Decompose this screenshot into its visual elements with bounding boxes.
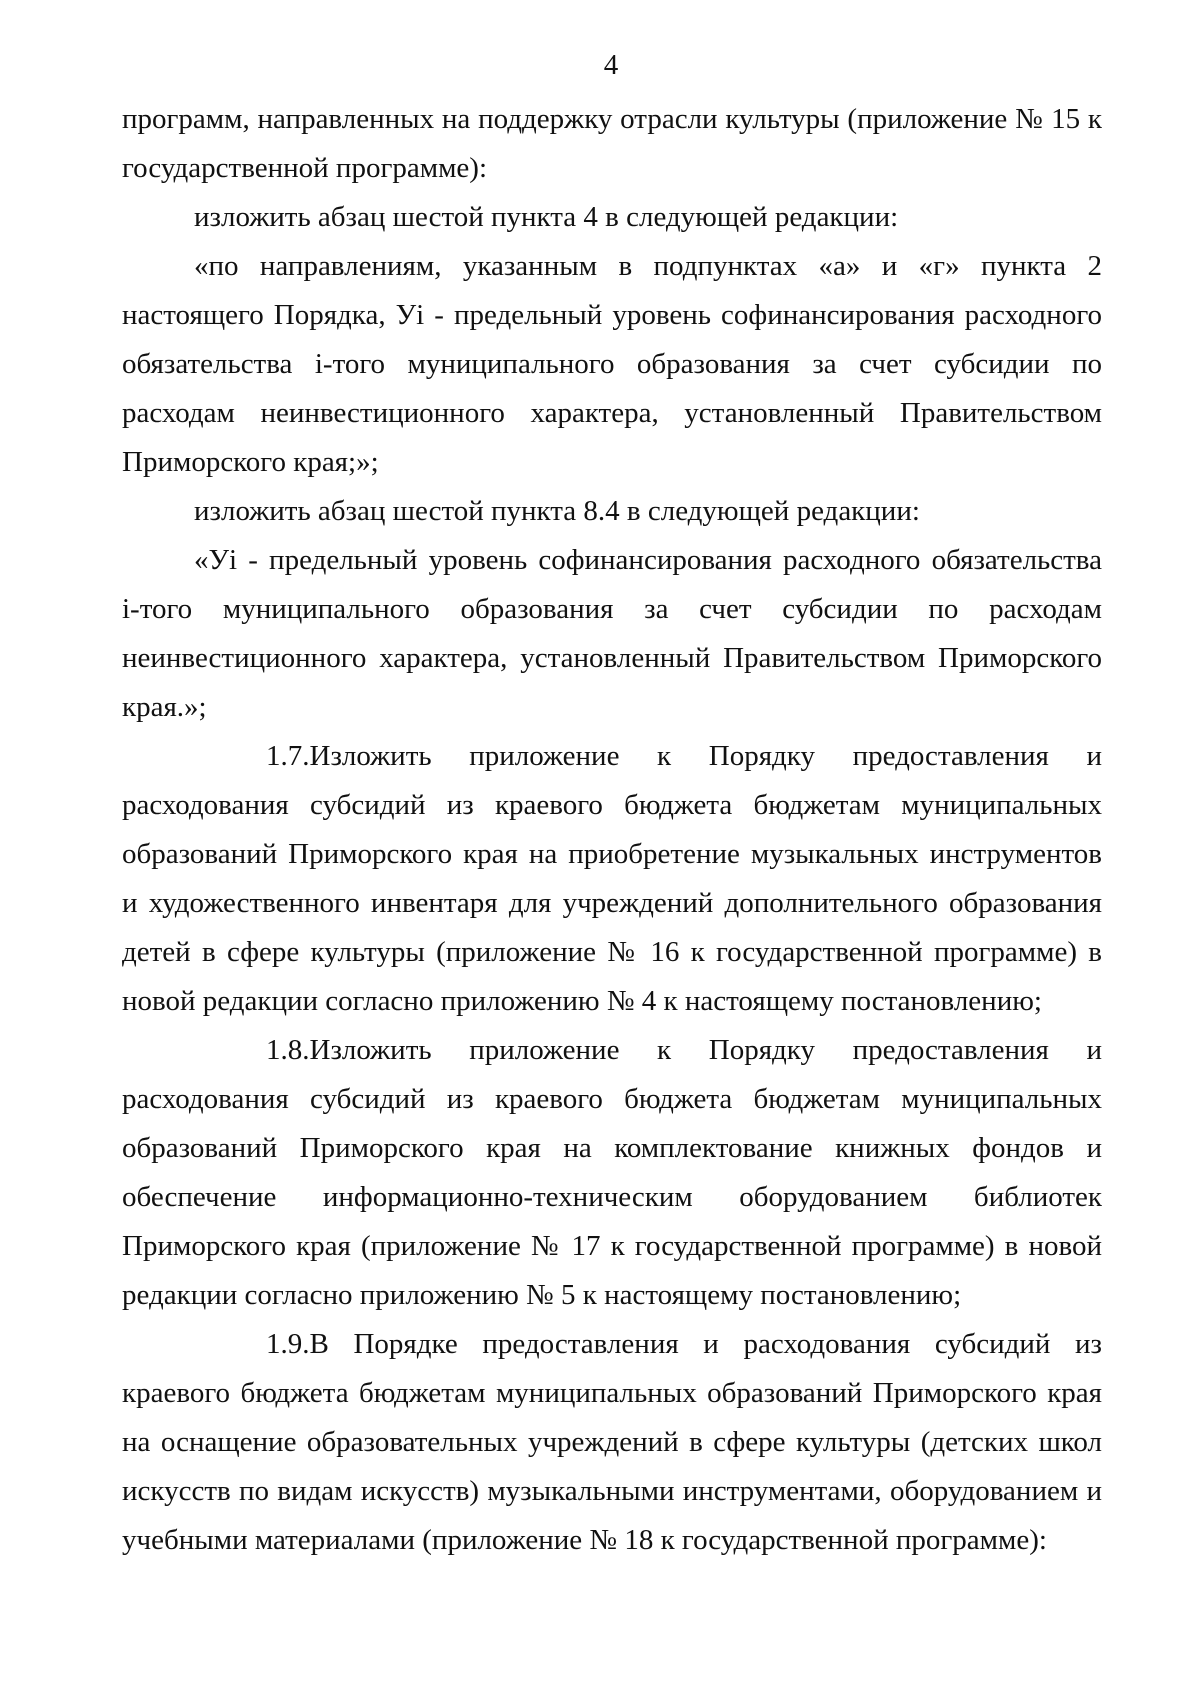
paragraph-item-1-7 (122, 732, 1102, 1026)
paragraph-item-1-9 (122, 1320, 1102, 1565)
paragraph-amend-point-8-4: изложить абзац шестой пункта 8.4 в следующей редакции: (194, 495, 920, 527)
paragraph-item-1-8 (122, 1026, 1102, 1320)
document-body (122, 95, 1102, 1565)
paragraph-continuation: программ, направленных на поддержку отрасли культуры (приложение № 15 к государственной программе): (122, 103, 1102, 184)
item-number-1-8: 1.8. (266, 1034, 310, 1066)
paragraph-amend-point-4: изложить абзац шестой пункта 4 в следующей редакции: (194, 201, 899, 233)
item-number-1-9: 1.9. (266, 1328, 310, 1360)
item-text-1-9: В Порядке предоставления и расходования субсидий из краевого бюджета бюджетам муниципальных образований Приморского края на оснащение образовательных учреждений в сфере культуры (детских школ искусств по видам искусств) музыкальными инструментами, оборудованием и учебными материалами (приложение № 18 к государственной программе): (122, 1328, 1102, 1556)
page-number: 4 (603, 49, 619, 81)
item-text-1-7: Изложить приложение к Порядку предоставления и расходования субсидий из краевого бюджета бюджетам муниципальных образований Приморского края на приобретение музыкальных инструментов и художественного инвентаря для учреждений дополнительного образования детей в сфере культуры (приложение № 16 к государственной программе) в новой редакции согласно приложению № 4 к настоящему постановлению; (122, 740, 1102, 1017)
paragraph-quote-point-4: «по направлениям, указанным в подпунктах «а» и «г» пункта 2 настоящего Порядка, Уi - предельный уровень софинансирования расходного обязательства i-того муниципального образования за счет субсидии по расходам неинвестиционного характера, установленный Правительством Приморского края;»; (122, 250, 1102, 478)
paragraph-quote-point-8-4: «Уi - предельный уровень софинансирования расходного обязательства i-того муниципального образования за счет субсидии по расходам неинвестиционного характера, установленный Правительством Приморского края.»; (122, 544, 1102, 723)
item-text-1-8: Изложить приложение к Порядку предоставления и расходования субсидий из краевого бюджета бюджетам муниципальных образований Приморского края на комплектование книжных фондов и обеспечение информационно-техническим оборудованием библиотек Приморского края (приложение № 17 к государственной программе) в новой редакции согласно приложению № 5 к настоящему постановлению; (122, 1034, 1102, 1311)
item-number-1-7: 1.7. (266, 740, 310, 772)
